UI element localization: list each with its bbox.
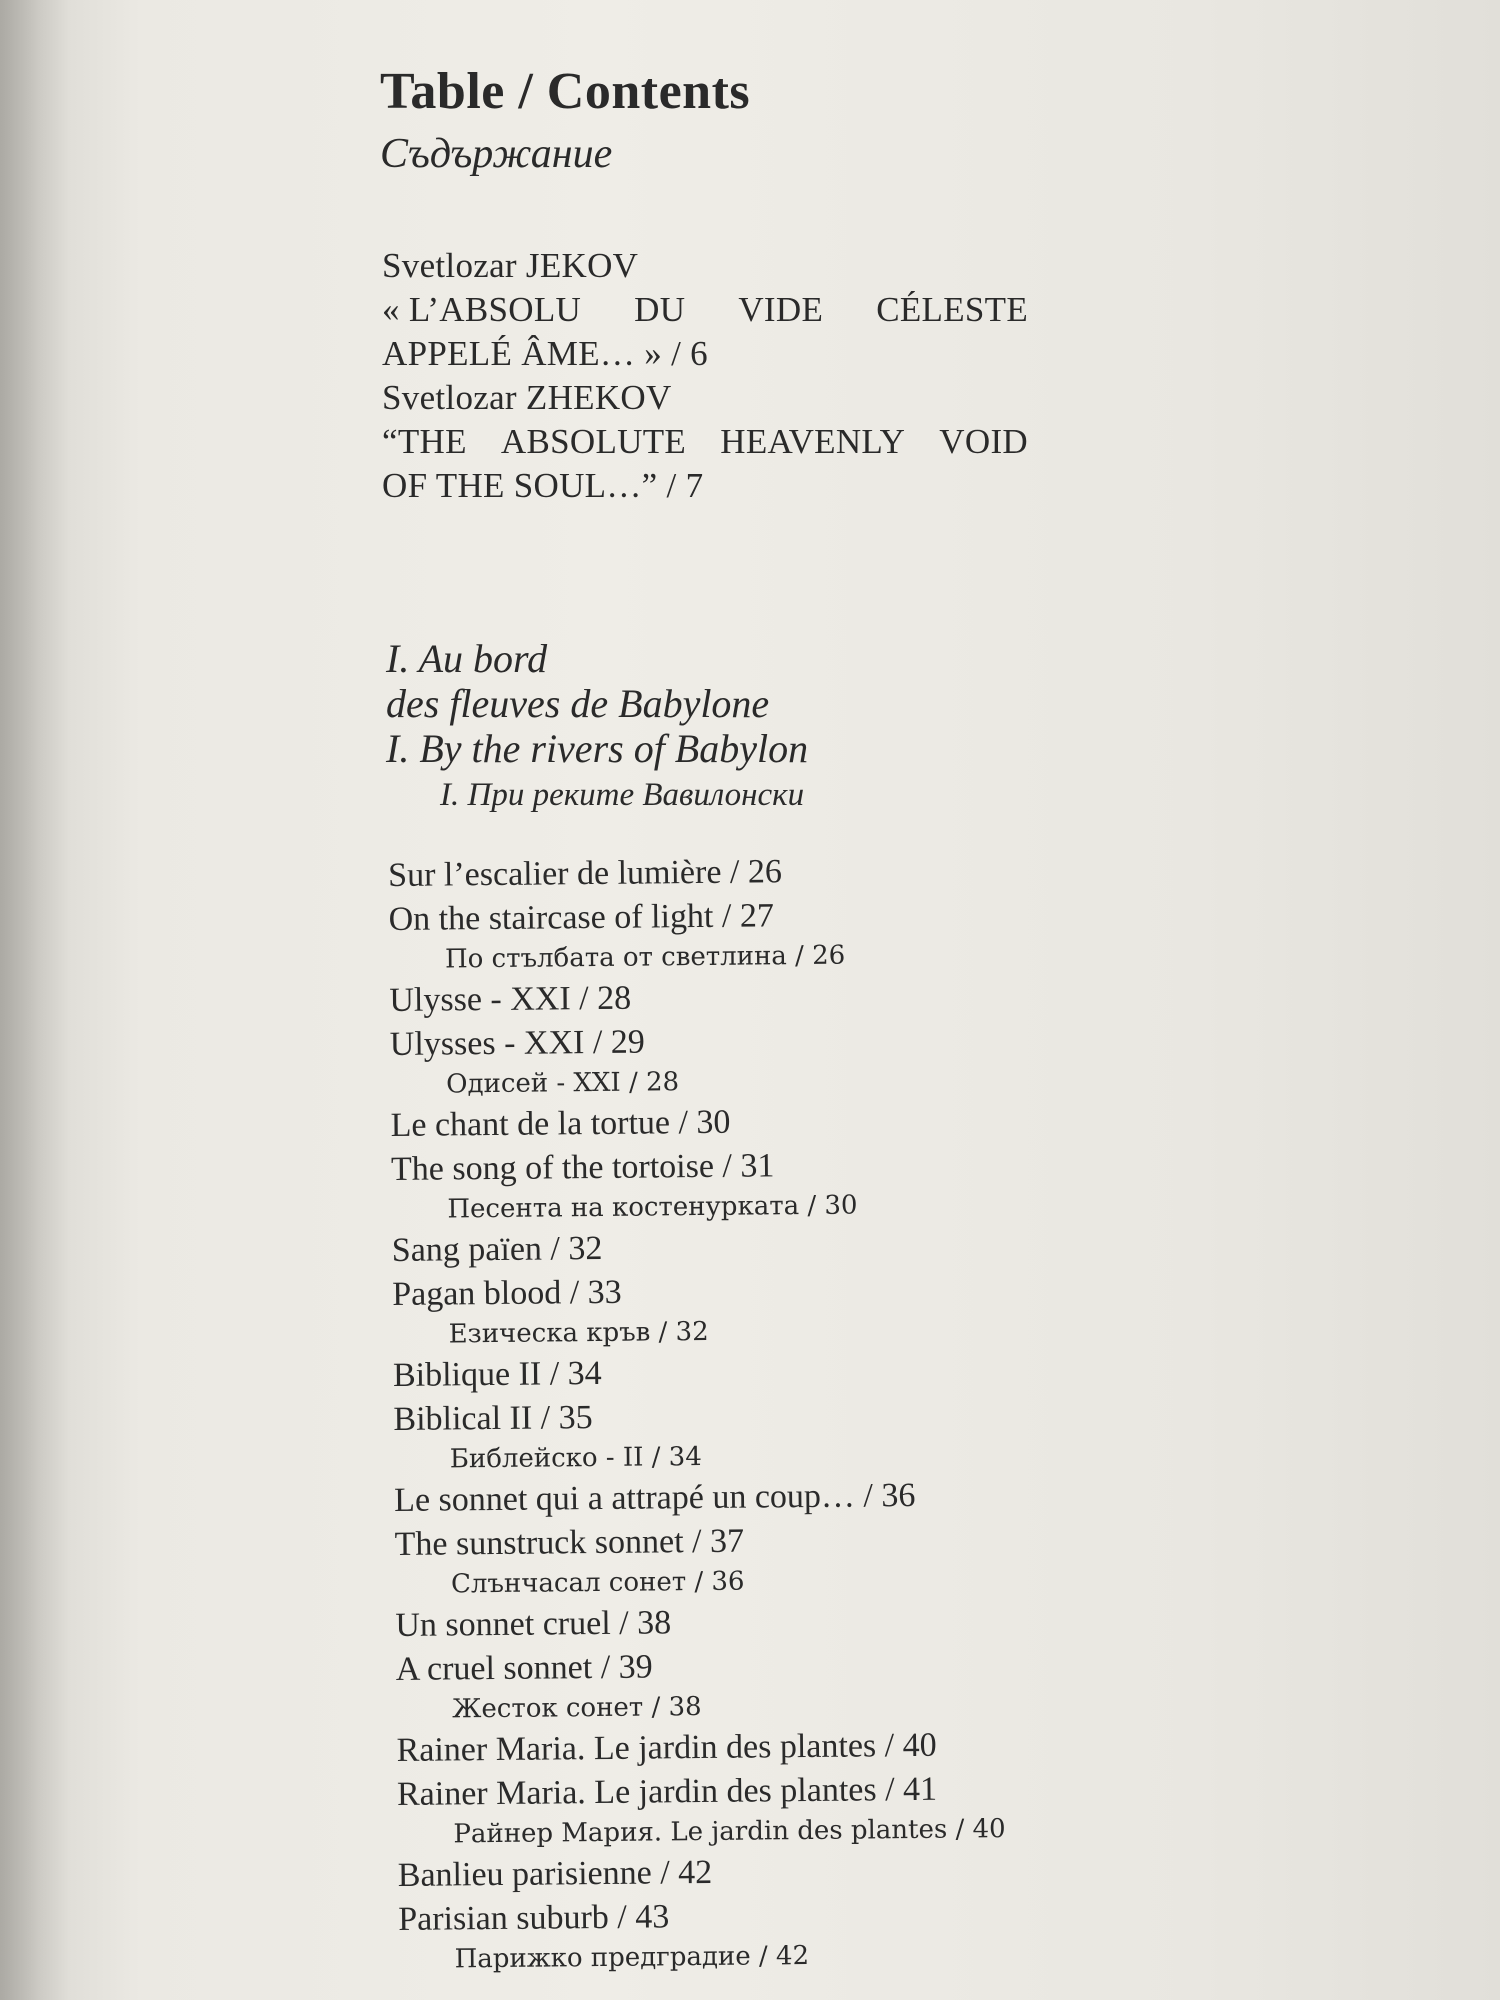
section-heading	[386, 636, 808, 818]
entry-title-fr: Le sonnet qui a attrapé un coup… / 36	[394, 1476, 916, 1519]
intro-title-en-word: “THE	[382, 422, 467, 461]
entry-title-en: A cruel sonnet / 39	[395, 1648, 653, 1688]
contents-entry-group	[398, 1848, 1007, 1979]
intro-block	[382, 244, 1028, 508]
entry-title-en: Parisian suburb / 43	[398, 1898, 670, 1938]
entry-title-en: Biblical II / 35	[393, 1399, 593, 1438]
intro-title-en-line1	[382, 420, 1028, 464]
entry-title-bg: Парижко предградие / 42	[454, 1941, 810, 1975]
entry-title-bg: Слънчасал сонет / 36	[450, 1566, 745, 1600]
page-title-bulgarian: Съдържание	[380, 131, 613, 177]
intro-author-fr: Svetlozar JEKOV	[382, 246, 639, 285]
entry-title-fr: Ulysse - XXI / 28	[389, 979, 632, 1019]
contents-entry-group	[392, 1223, 1001, 1354]
contents-list	[388, 848, 1007, 1979]
entry-title-bg: По стълбата от светлина / 26	[444, 940, 846, 975]
intro-title-fr-word: DU	[634, 290, 686, 329]
entry-title-bg: Одисей - XXI / 28	[446, 1067, 680, 1100]
entry-title-en: The song of the tortoise / 31	[390, 1147, 775, 1188]
entry-title-fr: Rainer Maria. Le jardin des plantes / 40	[396, 1726, 937, 1769]
contents-entry-group	[390, 1098, 999, 1229]
section-title-fr-line2: des fleuves de Babylone	[386, 681, 770, 726]
entry-title-fr: Le chant de la tortue / 30	[390, 1103, 731, 1144]
page-gutter-shadow	[0, 0, 70, 2000]
entry-title-bg: Райнер Мария. Le jardin des plantes / 40	[453, 1814, 1006, 1850]
intro-author-en: Svetlozar ZHEKOV	[382, 378, 672, 417]
entry-title-fr: Un sonnet cruel / 38	[395, 1604, 672, 1644]
section-title-en: I. By the rivers of Babylon	[386, 726, 809, 771]
entry-title-bg: Песента на костенурката / 30	[447, 1190, 858, 1225]
intro-title-en-word: HEAVENLY	[720, 422, 906, 461]
entry-title-bg: Библейско - II / 34	[449, 1442, 702, 1475]
contents-entry-group	[395, 1598, 1004, 1729]
section-title-bg: I. При реките Вавилонски	[440, 777, 805, 813]
entry-title-fr: Banlieu parisienne / 42	[397, 1853, 713, 1894]
intro-title-fr-word: VIDE	[738, 290, 824, 329]
contents-entry-group	[394, 1473, 1003, 1604]
intro-title-en-line2: OF THE SOUL…” / 7	[382, 466, 704, 505]
entry-title-fr: Sur l’escalier de lumière / 26	[388, 853, 783, 894]
contents-entry-group	[396, 1723, 1005, 1854]
intro-title-fr-word: CÉLESTE	[876, 290, 1028, 329]
entry-title-en: The sunstruck sonnet / 37	[394, 1522, 745, 1563]
section-title-fr-line1: I. Au bord	[386, 636, 548, 681]
intro-title-en-word: ABSOLUTE	[500, 422, 687, 461]
entry-title-fr: Biblique II / 34	[392, 1354, 602, 1394]
entry-title-fr: Sang païen / 32	[391, 1229, 603, 1269]
page-title: Table / Contents	[380, 63, 751, 120]
entry-title-bg: Жесток сонет / 38	[452, 1692, 702, 1725]
entry-title-en: On the staircase of light / 27	[388, 897, 775, 938]
contents-entry-group	[389, 973, 998, 1104]
intro-title-fr-word: « L’ABSOLU	[382, 290, 582, 329]
intro-title-fr-line1	[382, 288, 1028, 332]
entry-title-en: Ulysses - XXI / 29	[389, 1023, 645, 1063]
contents-entry-group	[393, 1348, 1002, 1479]
intro-title-en-word: VOID	[939, 422, 1028, 461]
entry-title-en: Rainer Maria. Le jardin des plantes / 41	[396, 1770, 938, 1813]
intro-title-fr-line2: APPELÉ ÂME… » / 6	[382, 334, 708, 373]
contents-entry-group	[388, 848, 997, 979]
entry-title-en: Pagan blood / 33	[392, 1273, 622, 1313]
entry-title-bg: Езическа кръв / 32	[448, 1316, 709, 1350]
